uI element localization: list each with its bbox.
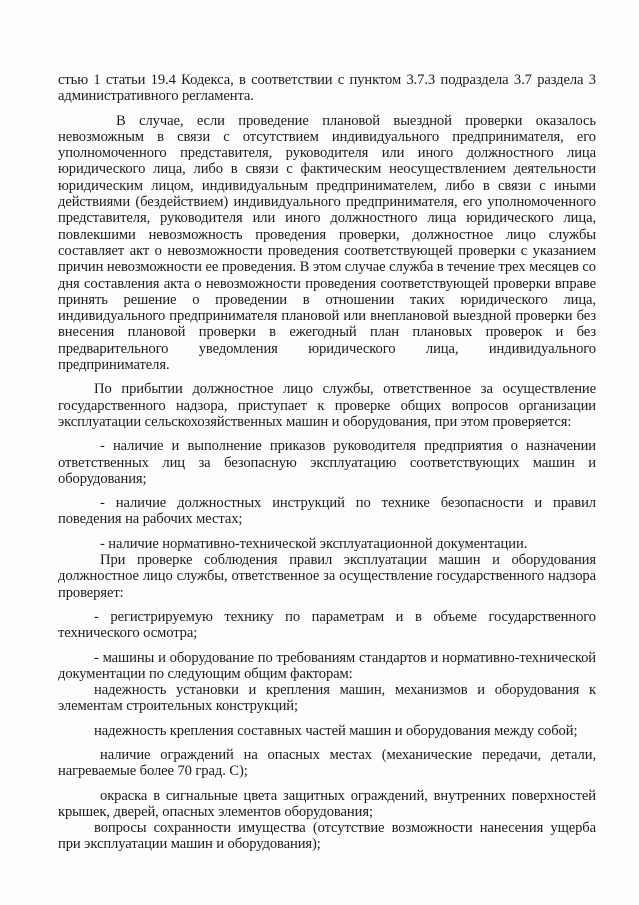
factor-property-safety: вопросы сохранности имущества (отсутствие возможности нанесения ущерба при эксплуатации машин и оборудования); [58,820,596,853]
list-item-instructions: - наличие должностных инструкций по технике безопасности и правил поведения на рабочих местах; [58,495,596,528]
list-item-machines-standards: - машины и оборудование по требованиям стандартов и нормативно-технической документации по следующим общим факторам: [58,649,596,682]
factor-signal-colors: окраска в сигнальные цвета защитных ограждений, внутренних поверхностей крышек, дверей, опасных элементов оборудования; [58,787,596,820]
document-body [58,72,596,853]
factor-installation: надежность установки и крепления машин, механизмов и оборудования к элементам строительных конструкций; [58,682,596,715]
factor-fastening: надежность крепления составных частей машин и оборудования между собой; [94,722,578,739]
factor-guards: наличие ограждений на опасных местах (механические передачи, детали, нагреваемые более 70 град. С); [58,746,596,780]
list-item-documentation: - наличие нормативно-технической эксплуатационной документации. [100,535,528,552]
paragraph-inspection-impossible: В случае, если проведение плановой выездной проверки оказалось невозможным в связи с отсутствием индивидуального предпринимателя, его уполномоченного представителя, руководителя или иного должностного лица юридического лица, либо в связи с фактическим неосуществлением деятельности юридическим лицом, индивидуальным предпринимателем, либо в связи с иными действиями (бездействием) индивидуального предпринимателя, его уполномоченного представителя, руководителя или иного должностного лица юридического лица, повлекшими невозможность проведения проверки, должностное лицо службы составляет акт о невозможности проведения соответствующей проверки с указанием причин невозможности ее проведения. В этом случае служба в течение трех месяцев со дня составления акта о невозможности проведения соответствующей проверки вправе принять решение о проведении в отношении таких юридического лица, индивидуального предпринимателя плановой или внеплановой выездной проверки без внесения плановой проверки в ежегодный план плановых проверок и без предварительного уведомления юридического лица, индивидуального предпринимателя. [58,112,596,374]
list-item-orders: - наличие и выполнение приказов руководителя предприятия о назначении ответственных лиц за безопасную эксплуатацию соответствующих машин и оборудования; [58,438,596,487]
paragraph-rules-check: При проверке соблюдения правил эксплуатации машин и оборудования должностное лицо службы, ответственное за осуществление государственного надзора проверяет: [58,552,596,601]
list-item-registered-equipment: - регистрируемую технику по параметрам и в объеме государственного технического осмотра; [58,608,596,642]
paragraph-arrival: По прибытии должностное лицо службы, ответственное за осуществление государственного надзора, приступает к проверке общих вопросов организации эксплуатации сельскохозяйственных машин и оборудования, при этом проверяется: [58,381,596,430]
paragraph-intro: стью 1 статьи 19.4 Кодекса, в соответствии с пунктом 3.7.3 подраздела 3.7 раздела 3 административного регламента. [58,72,596,105]
